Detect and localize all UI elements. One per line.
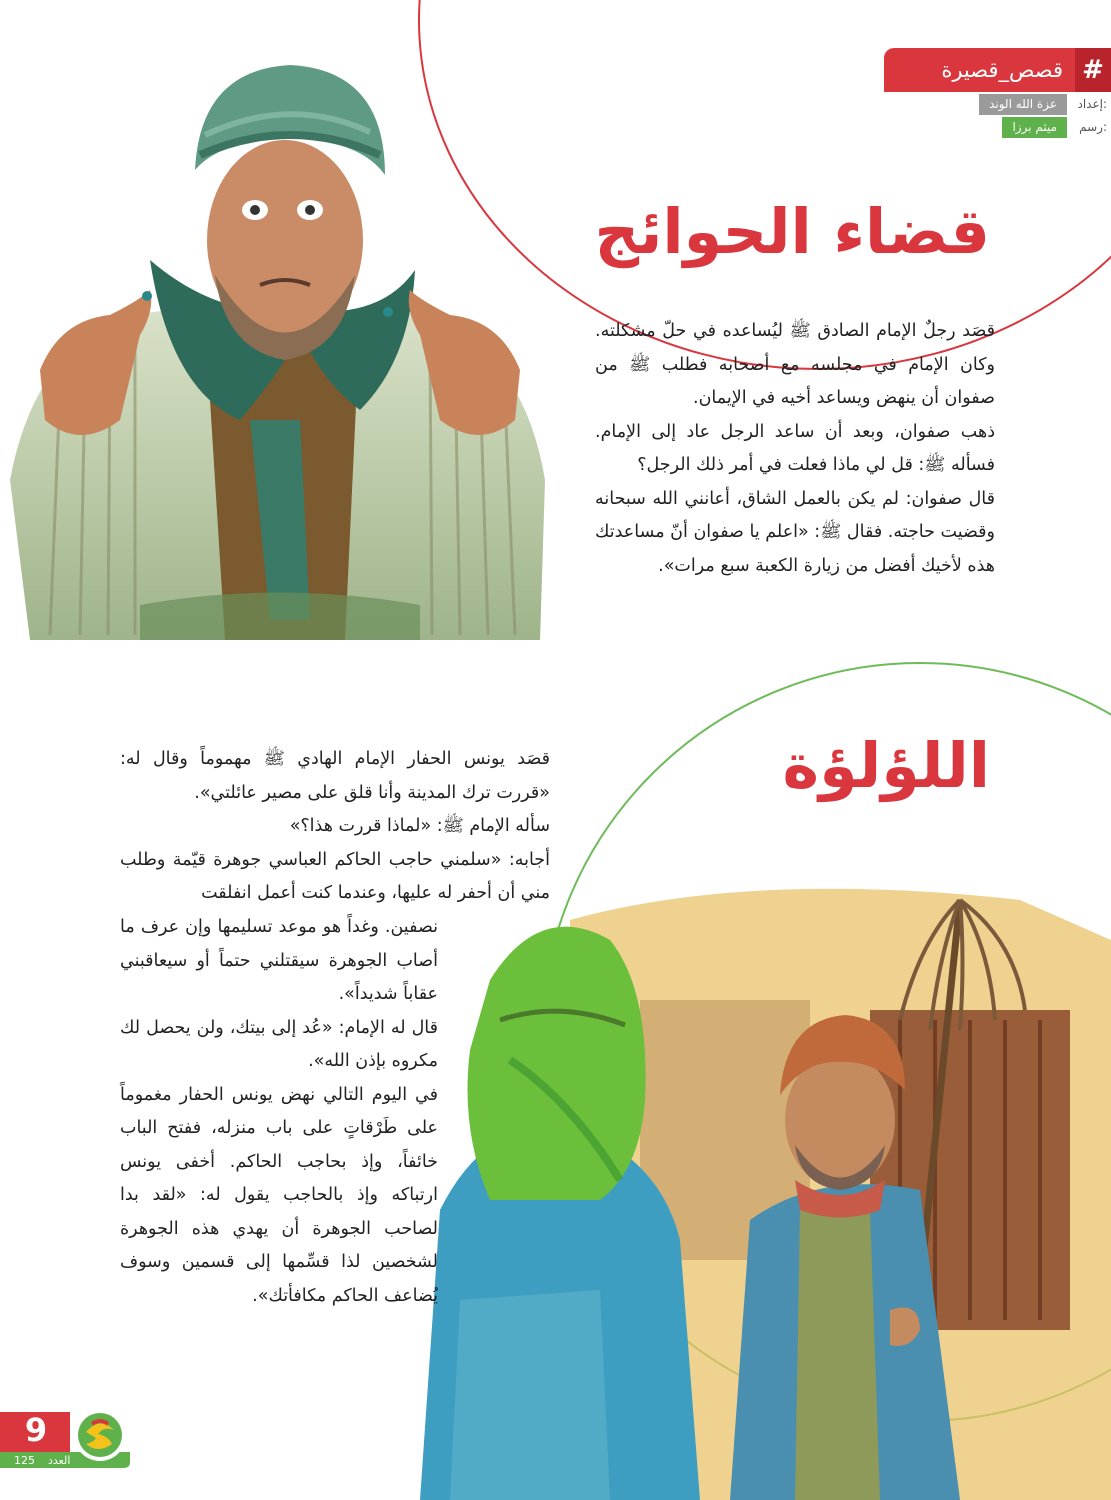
story1-paragraph: قال صفوان: لم يكن بالعمل الشاق، أعانني الله سبحانه وقضيت حاجته. فقال ﷺ: «اعلم يا صفوان أنّ مساعدتك هذه لأخيك أفضل من زيارة الكعبة سبع مرات». [595,488,995,576]
illustration-two-men [400,880,1111,1500]
story2-paragraph: في اليوم التالي نهض يونس الحفار مغموماً على طَرْقاتٍ على باب منزله، ففتح الباب خائفاً، وإذ بحاجب الحاكم. أخفى يونس ارتباكه وإذ بالحاجب يقول له: «لقد بدا لصاحب الجوهرة أن يهدي هذه الجوهرة لشخصين لذا قسِّمها إلى قسمين وسوف يُضاعف الحاكم مكافأتك». [120,1084,438,1306]
prepared-label: إعداد: [1073,94,1111,115]
story2-body-wide [120,743,550,911]
story1-paragraph: ذهب صفوان، وبعد أن ساعد الرجل عاد إلى الإمام. فسأله ﷺ: قل لي ماذا فعلت في أمر ذلك الرجل؟ [595,421,995,475]
story1-body [595,315,995,583]
issue-label: العدد [48,1454,71,1467]
story2-paragraph: نصفين. وغداً هو موعد تسليمها وإن عرف ما أصاب الجوهرة سيقتلني حتماً أو سيعاقبني عقاباً شديداً». [120,917,438,1004]
illustration-man-praying [0,60,565,640]
credit-drawn [940,117,1111,138]
page-number: 9 [24,1411,48,1449]
page-badge [0,1410,140,1474]
drawn-name: ميثم برزا [1002,117,1067,138]
category-tag [884,48,1111,92]
story2-paragraph: سأله الإمام ﷺ: «لماذا قررت هذا؟» [289,816,550,836]
story1-title: قضاء الحوائج [594,195,990,268]
story2-title: اللؤلؤة [782,729,990,802]
story1-paragraph: قصَد رجلٌ الإمام الصادق ﷺ ليُساعده في حلّ مشكلته. وكان الإمام في مجلسه مع أصحابه فطلب ﷺ من صفوان أن ينهض ويساعد أخيه في الإيمان. [595,321,995,408]
credit-prepared [940,94,1111,115]
story2-paragraph: قصَد يونس الحفار الإمام الهادي ﷺ مهموماً وقال له: «قررت ترك المدينة وأنا قلق على مصير عائلتي». [120,749,550,803]
prepared-name: عزة الله الوند [979,94,1067,115]
hashtag-icon: # [1075,48,1111,92]
story2-paragraph: أجابه: «سلمني حاجب الحاكم العباسي جوهرة قيّمة وطلب مني أن أحفر له عليها، وعندما كنت أعمل انفلقت [120,849,550,903]
drawn-label: رسم: [1075,117,1111,138]
story2-paragraph: قال له الإمام: «عُد إلى بيتك، ولن يحصل لك مكروه بإذن الله». [120,1017,438,1071]
category-label: قصص_قصيرة [941,58,1063,82]
issue-number: 125 [14,1454,35,1467]
story2-body-narrow [120,911,438,1313]
